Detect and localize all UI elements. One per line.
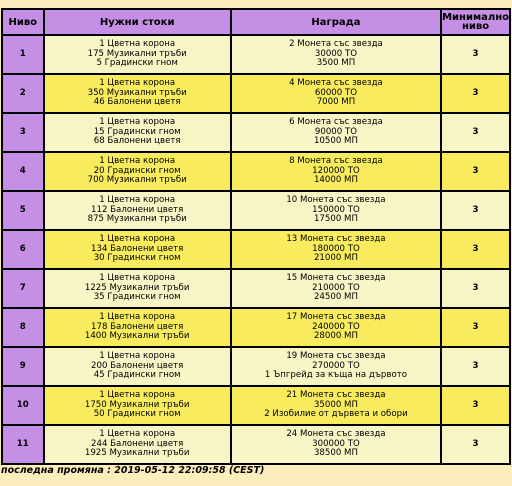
required-goods-line: 1 Цветна корона bbox=[99, 390, 176, 401]
reward-cell bbox=[232, 426, 440, 463]
required-goods-line: 15 Градински гном bbox=[93, 126, 181, 137]
required-goods-line: 1 Цветна корона bbox=[99, 312, 176, 323]
table-row bbox=[3, 387, 509, 424]
reward-line: 2 Монета със звезда bbox=[289, 39, 383, 50]
reward-line: 28000 МП bbox=[313, 331, 358, 342]
reward-line: 13 Монета със звезда bbox=[286, 234, 386, 245]
level-cell: 10 bbox=[3, 387, 43, 424]
level-cell: 2 bbox=[3, 75, 43, 112]
min-level-cell: 3 bbox=[442, 387, 509, 424]
reward-line: 10 Монета със звезда bbox=[286, 195, 386, 206]
table-header-row bbox=[3, 10, 509, 34]
header-required-goods: Нужни стоки bbox=[45, 10, 230, 34]
required-goods-line: 1400 Музикални тръби bbox=[84, 331, 190, 342]
reward-line: 240000 ТО bbox=[312, 321, 360, 332]
reward-line: 30000 ТО bbox=[314, 48, 357, 59]
required-goods-line: 1 Цветна корона bbox=[99, 117, 176, 128]
required-goods-cell bbox=[45, 348, 230, 385]
last-modified-footer: последна промяна : 2019-05-12 22:09:58 (CEST) bbox=[1, 465, 265, 476]
reward-cell bbox=[232, 387, 440, 424]
table-row bbox=[3, 348, 509, 385]
table-row bbox=[3, 426, 509, 463]
header-reward: Награда bbox=[232, 10, 440, 34]
required-goods-line: 178 Балонени цветя bbox=[91, 321, 184, 332]
level-cell: 1 bbox=[3, 36, 43, 73]
table-row bbox=[3, 231, 509, 268]
reward-line: 210000 ТО bbox=[312, 282, 360, 293]
reward-line: 150000 ТО bbox=[312, 204, 360, 215]
reward-line: 19 Монета със звезда bbox=[286, 351, 386, 362]
reward-line: 17500 МП bbox=[313, 214, 358, 225]
required-goods-line: 700 Музикални тръби bbox=[87, 175, 187, 186]
required-goods-line: 1925 Музикални тръби bbox=[84, 448, 190, 459]
table-row bbox=[3, 114, 509, 151]
level-cell: 5 bbox=[3, 192, 43, 229]
required-goods-line: 200 Балонени цветя bbox=[91, 360, 184, 371]
min-level-cell: 3 bbox=[442, 231, 509, 268]
table-row bbox=[3, 270, 509, 307]
reward-line: 8 Монета със звезда bbox=[289, 156, 383, 167]
min-level-cell: 3 bbox=[442, 192, 509, 229]
required-goods-line: 35 Градински гном bbox=[93, 292, 181, 303]
required-goods-cell bbox=[45, 153, 230, 190]
min-level-cell: 3 bbox=[442, 75, 509, 112]
required-goods-cell bbox=[45, 114, 230, 151]
reward-line: 24500 МП bbox=[313, 292, 358, 303]
required-goods-line: 1 Цветна корона bbox=[99, 351, 176, 362]
reward-cell bbox=[232, 192, 440, 229]
reward-line: 21000 МП bbox=[313, 253, 358, 264]
required-goods-line: 1 Цветна корона bbox=[99, 273, 176, 284]
reward-line: 4 Монета със звезда bbox=[289, 78, 383, 89]
required-goods-line: 350 Музикални тръби bbox=[87, 87, 187, 98]
reward-line: 60000 ТО bbox=[314, 87, 357, 98]
reward-line: 270000 ТО bbox=[312, 360, 360, 371]
level-cell: 8 bbox=[3, 309, 43, 346]
header-level: Ниво bbox=[3, 10, 43, 34]
table-row bbox=[3, 36, 509, 73]
reward-line: 35000 МП bbox=[313, 399, 358, 410]
reward-cell bbox=[232, 36, 440, 73]
required-goods-line: 68 Балонени цветя bbox=[93, 136, 181, 147]
required-goods-line: 1 Цветна корона bbox=[99, 195, 176, 206]
table-row bbox=[3, 309, 509, 346]
reward-cell bbox=[232, 153, 440, 190]
required-goods-cell bbox=[45, 270, 230, 307]
level-cell: 3 bbox=[3, 114, 43, 151]
min-level-cell: 3 bbox=[442, 36, 509, 73]
required-goods-line: 1750 Музикални тръби bbox=[84, 399, 190, 410]
table-row bbox=[3, 153, 509, 190]
level-cell: 4 bbox=[3, 153, 43, 190]
reward-cell bbox=[232, 309, 440, 346]
reward-line: 15 Монета със звезда bbox=[286, 273, 386, 284]
required-goods-cell bbox=[45, 309, 230, 346]
reward-line: 38500 МП bbox=[313, 448, 358, 459]
reward-line: 17 Монета със звезда bbox=[286, 312, 386, 323]
rewards-table bbox=[1, 8, 511, 465]
required-goods-line: 5 Градински гном bbox=[96, 58, 178, 69]
reward-cell bbox=[232, 270, 440, 307]
required-goods-line: 30 Градински гном bbox=[93, 253, 181, 264]
required-goods-cell bbox=[45, 192, 230, 229]
reward-line: 90000 ТО bbox=[314, 126, 357, 137]
required-goods-line: 1 Цветна корона bbox=[99, 156, 176, 167]
required-goods-line: 112 Балонени цветя bbox=[91, 204, 184, 215]
required-goods-line: 244 Балонени цветя bbox=[91, 438, 184, 449]
level-cell: 9 bbox=[3, 348, 43, 385]
table-row bbox=[3, 75, 509, 112]
min-level-cell: 3 bbox=[442, 348, 509, 385]
reward-line: 3500 МП bbox=[316, 58, 356, 69]
level-cell: 7 bbox=[3, 270, 43, 307]
required-goods-cell bbox=[45, 426, 230, 463]
level-cell: 6 bbox=[3, 231, 43, 268]
required-goods-line: 50 Градински гном bbox=[93, 409, 181, 420]
reward-line: 24 Монета със звезда bbox=[286, 429, 386, 440]
reward-line: 1 Ъпгрейд за къща на дървото bbox=[264, 370, 407, 381]
required-goods-line: 175 Музикални тръби bbox=[87, 48, 187, 59]
required-goods-line: 1 Цветна корона bbox=[99, 429, 176, 440]
required-goods-line: 875 Музикални тръби bbox=[87, 214, 187, 225]
reward-line: 14000 МП bbox=[313, 175, 358, 186]
level-cell: 11 bbox=[3, 426, 43, 463]
required-goods-cell bbox=[45, 75, 230, 112]
reward-line: 180000 ТО bbox=[312, 243, 360, 254]
min-level-cell: 3 bbox=[442, 114, 509, 151]
reward-cell bbox=[232, 75, 440, 112]
required-goods-cell bbox=[45, 231, 230, 268]
required-goods-line: 1 Цветна корона bbox=[99, 234, 176, 245]
reward-line: 21 Монета със звезда bbox=[286, 390, 386, 401]
reward-cell bbox=[232, 348, 440, 385]
required-goods-line: 134 Балонени цветя bbox=[91, 243, 184, 254]
min-level-cell: 3 bbox=[442, 426, 509, 463]
reward-line: 10500 МП bbox=[313, 136, 358, 147]
reward-cell bbox=[232, 114, 440, 151]
min-level-cell: 3 bbox=[442, 153, 509, 190]
required-goods-line: 45 Градински гном bbox=[93, 370, 181, 381]
header-min-level: Минимално ниво bbox=[442, 12, 509, 32]
reward-line: 7000 МП bbox=[316, 97, 356, 108]
table-row bbox=[3, 192, 509, 229]
required-goods-cell bbox=[45, 387, 230, 424]
reward-line: 120000 ТО bbox=[312, 165, 360, 176]
required-goods-line: 20 Градински гном bbox=[93, 165, 181, 176]
min-level-cell: 3 bbox=[442, 309, 509, 346]
required-goods-cell bbox=[45, 36, 230, 73]
reward-line: 2 Изобилие от дървета и обори bbox=[264, 409, 408, 420]
reward-cell bbox=[232, 231, 440, 268]
required-goods-line: 1225 Музикални тръби bbox=[84, 282, 190, 293]
reward-line: 300000 ТО bbox=[312, 438, 360, 449]
reward-line: 6 Монета със звезда bbox=[289, 117, 383, 128]
required-goods-line: 1 Цветна корона bbox=[99, 78, 176, 89]
min-level-cell: 3 bbox=[442, 270, 509, 307]
required-goods-line: 46 Балонени цветя bbox=[93, 97, 181, 108]
required-goods-line: 1 Цветна корона bbox=[99, 39, 176, 50]
